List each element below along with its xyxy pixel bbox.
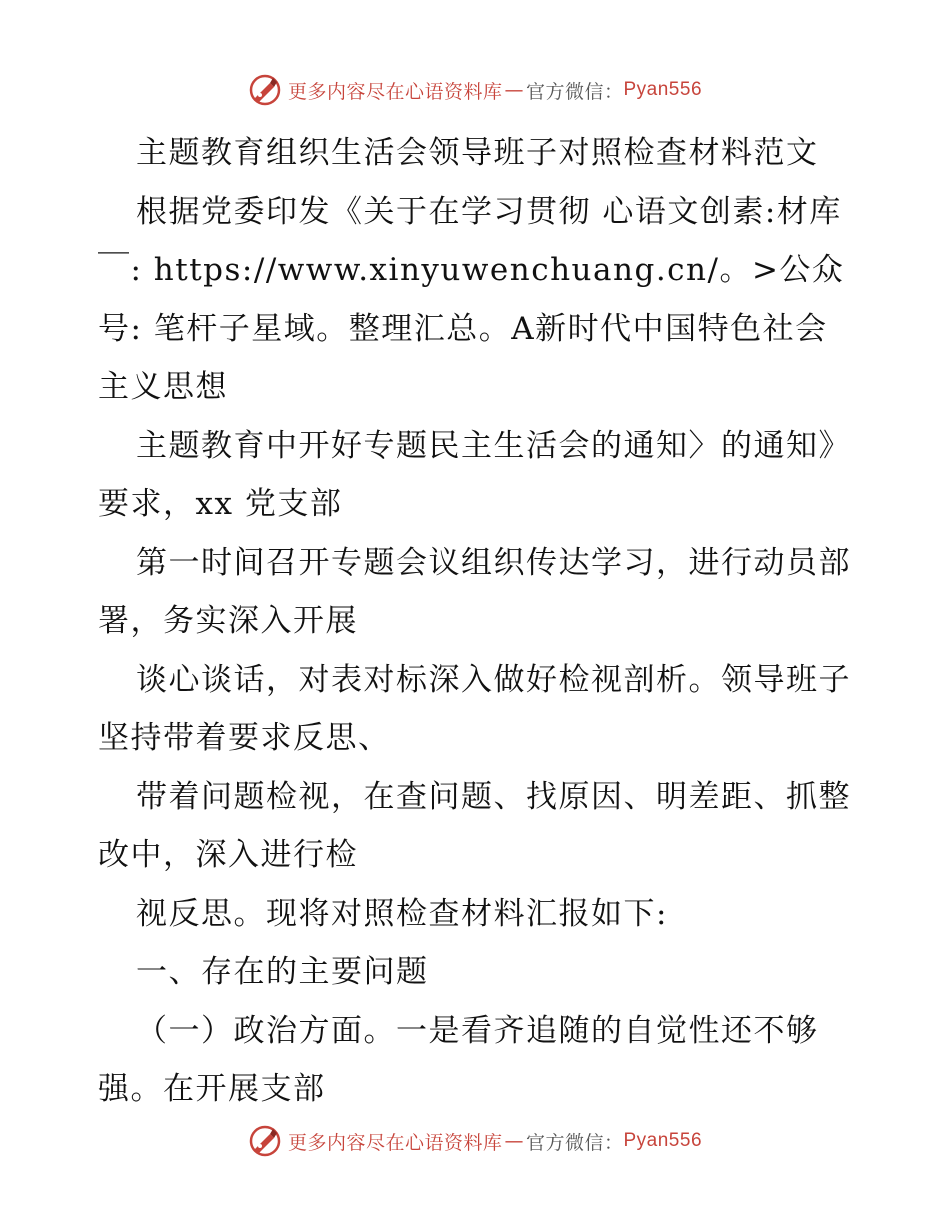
paragraph-2: 主题教育中开好专题民主生活会的通知〉的通知》要求，xx 党支部 [98, 427, 851, 522]
banner-dash: — [504, 79, 524, 101]
document-body [98, 124, 858, 1119]
footer-watermark-banner [0, 1123, 950, 1159]
header-watermark-banner [0, 72, 950, 108]
pen-logo-icon [248, 73, 282, 107]
paragraph-7: （一）政治方面。一是看齐追随的自觉性还不够强。在开展支部 [98, 1012, 819, 1107]
banner-slogan: 更多内容尽在心语资料库 [287, 1131, 503, 1154]
pen-logo-icon [248, 1124, 282, 1158]
paragraph-3: 第一时间召开专题会议组织传达学习，进行动员部署，务实深入开展 [98, 544, 851, 639]
banner-dash: — [504, 1130, 524, 1152]
document-title: 主题教育组织生活会领导班子对照检查材料范文 [136, 135, 819, 171]
banner-contact-label: 官方微信： [525, 1131, 624, 1154]
paragraph-1: 根据党委印发《关于在学习贯彻 心语文创素:材库￣: https://www.xinyuwenchuang.cn/。>公众号: 笔杆子星域。整理汇总。A新时代中国特色社会主义思想 [98, 193, 845, 405]
banner-contact-id: Pyan556 [623, 79, 703, 100]
banner-contact-label: 官方微信： [525, 80, 624, 103]
paragraph-4: 谈心谈话，对表对标深入做好检视剖析。领导班子坚持带着要求反思、 [98, 661, 851, 756]
paragraph-6: 视反思。现将对照检查材料汇报如下: [136, 895, 668, 932]
section-heading: 一、存在的主要问题 [136, 954, 429, 990]
paragraph-5: 带着问题检视，在查问题、找原因、明差距、抓整改中，深入进行检 [98, 778, 851, 873]
banner-slogan: 更多内容尽在心语资料库 [287, 80, 503, 103]
banner-contact-id: Pyan556 [623, 1130, 703, 1151]
